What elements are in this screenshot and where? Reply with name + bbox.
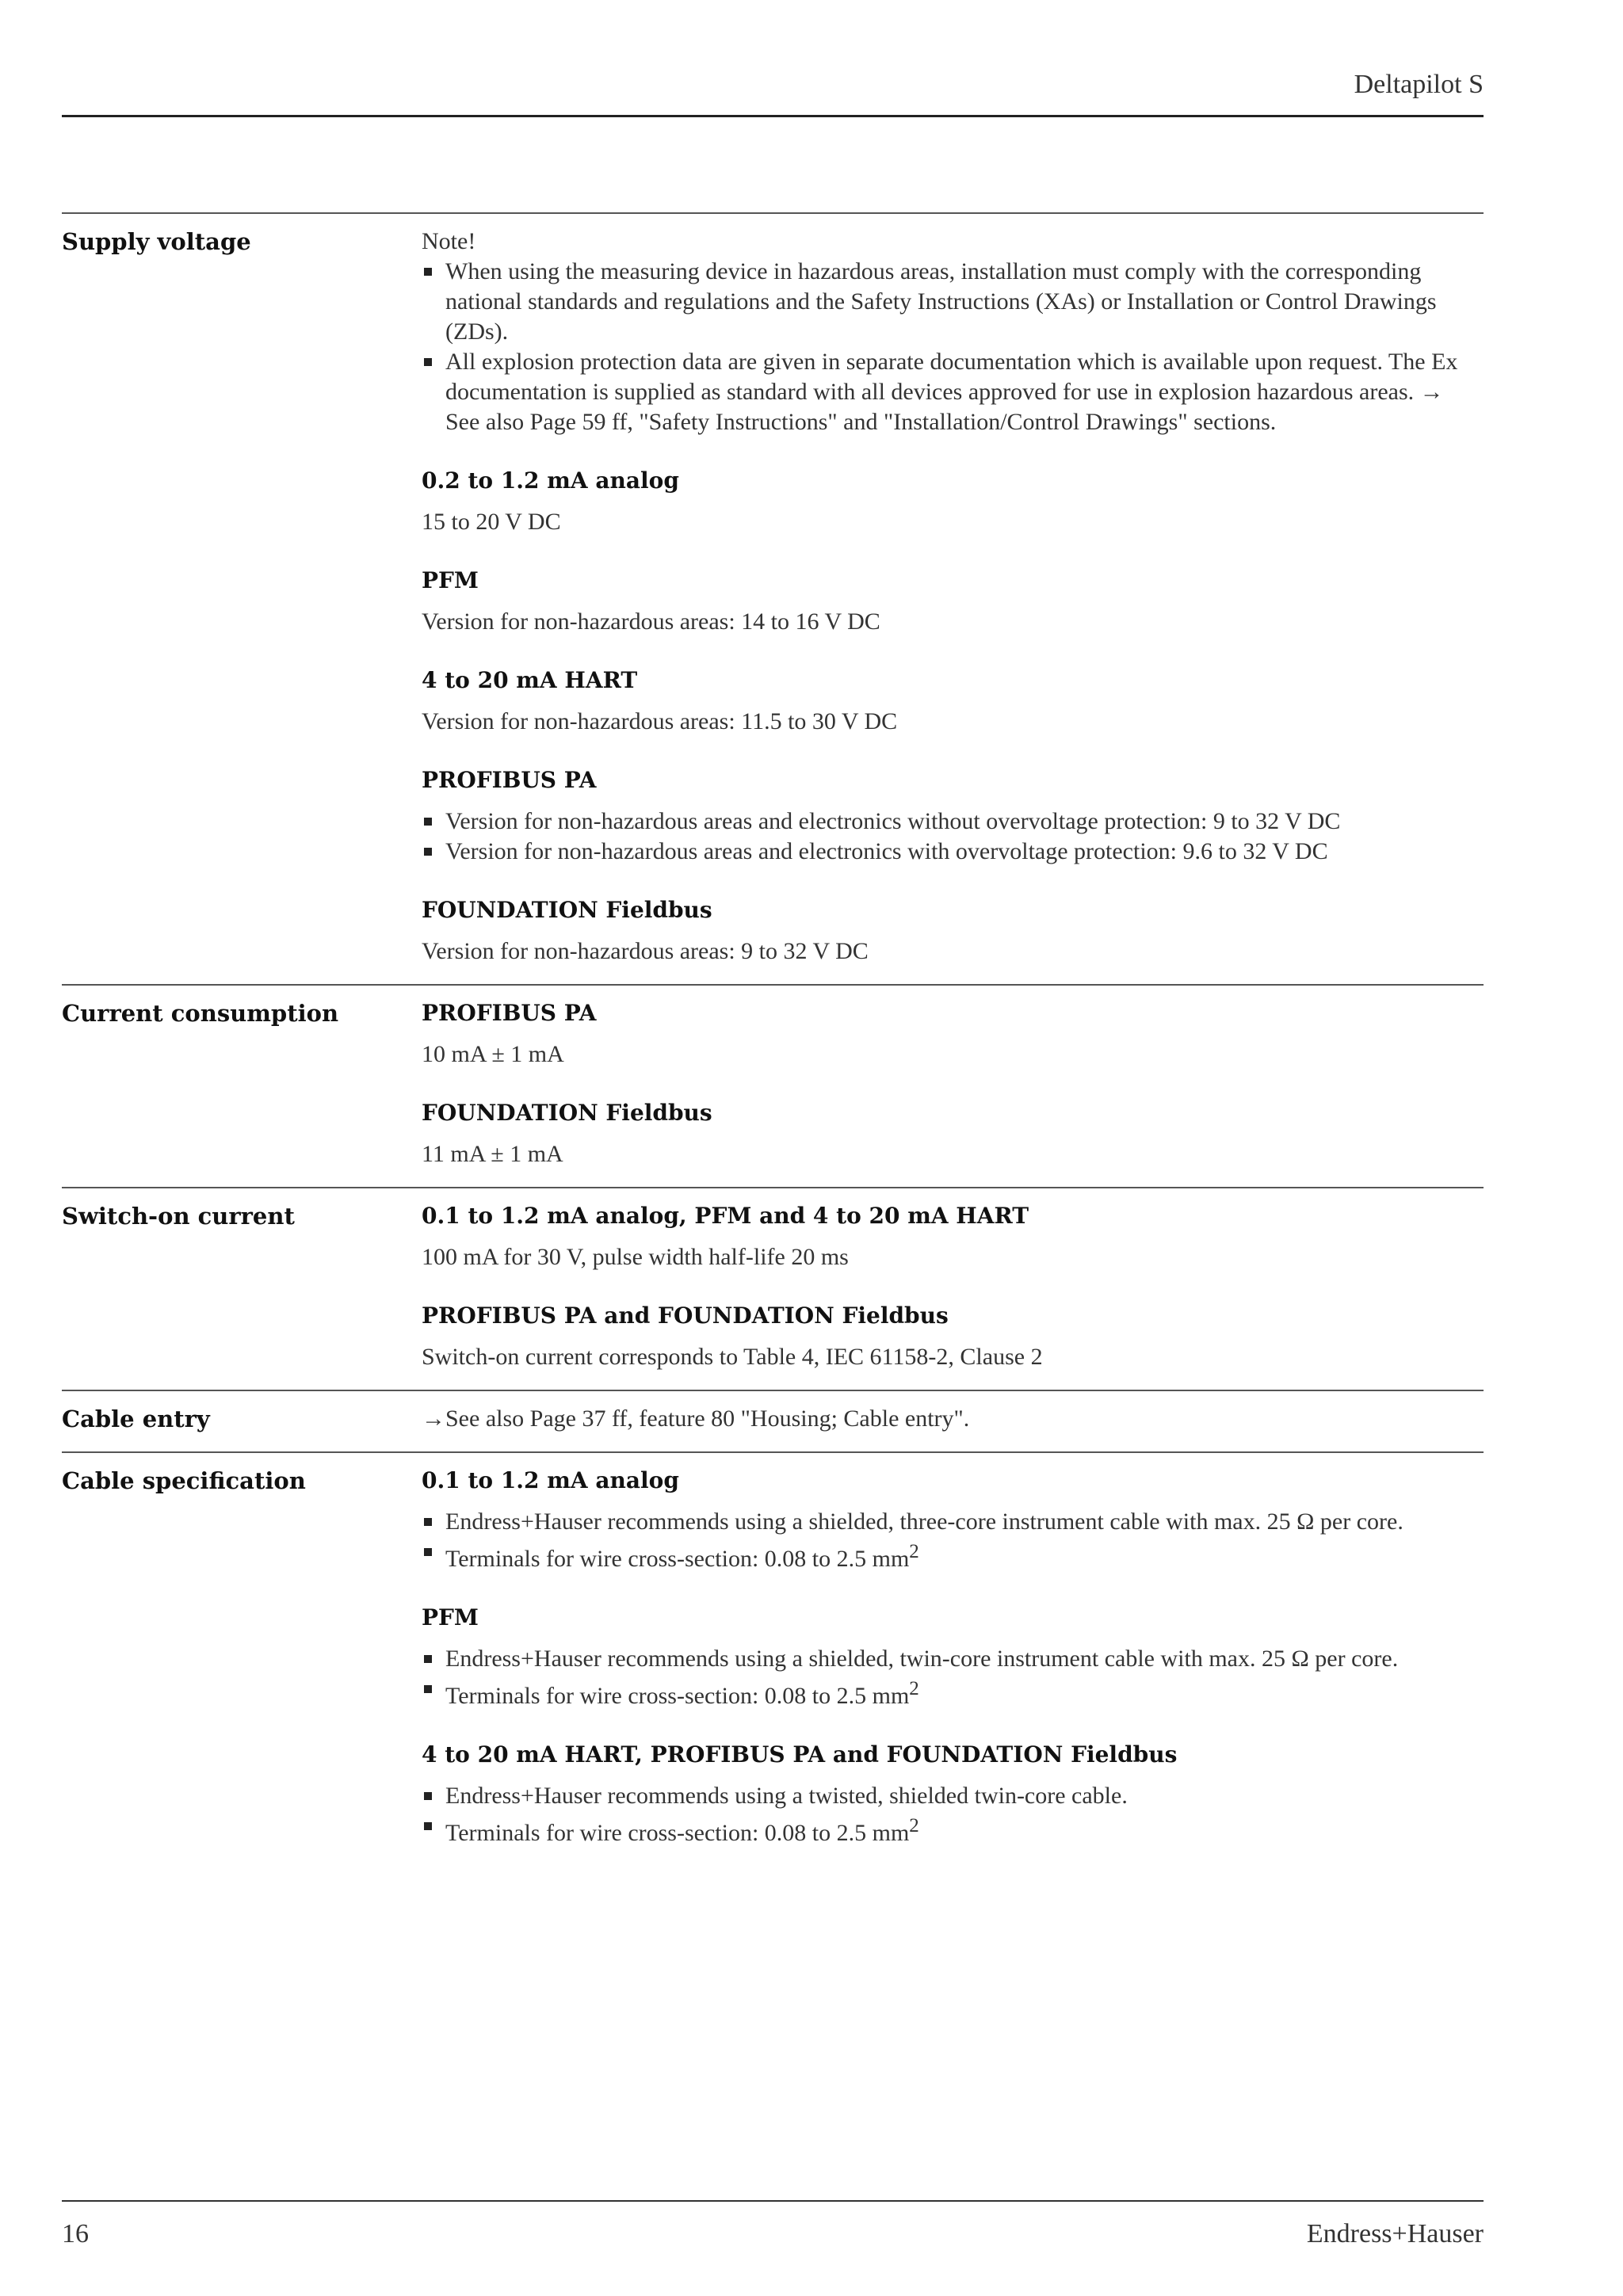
page-number: 16 — [62, 2219, 89, 2248]
note-title: Note! — [422, 228, 476, 254]
list-item — [422, 1537, 1484, 1574]
subheading: 0.2 to 1.2 mA analog — [422, 467, 679, 494]
spec-row-current-consumption — [62, 984, 1484, 1187]
spec-value: →See also Page 37 ff, feature 80 "Housing; Cable entry". — [422, 1405, 970, 1432]
terminal-text: Terminals for wire cross-section: 0.08 to 2.5 mm — [445, 1683, 910, 1709]
note-list — [422, 257, 1484, 437]
spec-content — [422, 1466, 1484, 1848]
list-item: All explosion protection data are given in separate documentation which is available upon request. The Ex documentation is supplied as standard with all devices approved for use in explosion hazardous areas. → See also Page 59 ff, "Safety Instructions" and "Installation/Control Drawings" sections. — [422, 347, 1484, 437]
spec-row-supply-voltage — [62, 212, 1484, 984]
bus-cable-list — [422, 1781, 1484, 1848]
list-item: Version for non-hazardous areas and electronics without overvoltage protection: 9 to 32 V DC — [422, 807, 1484, 837]
spec-label: Supply voltage — [62, 228, 251, 255]
spec-row-cable-specification — [62, 1451, 1484, 1866]
spec-label: Cable entry — [62, 1405, 210, 1432]
spec-label: Current consumption — [62, 1000, 339, 1027]
subheading: 0.1 to 1.2 mA analog — [422, 1467, 679, 1493]
spec-value: 10 mA ± 1 mA — [422, 1041, 564, 1067]
spec-content — [422, 1201, 1484, 1372]
list-item: Endress+Hauser recommends using a shielded, three-core instrument cable with max. 25 Ω per core. — [422, 1507, 1484, 1537]
subheading: PFM — [422, 567, 479, 593]
list-item: Version for non-hazardous areas and electronics with overvoltage protection: 9.6 to 32 V DC — [422, 837, 1484, 867]
spec-content — [422, 1404, 1484, 1434]
pa-list — [422, 807, 1484, 867]
spec-label: Cable specification — [62, 1467, 306, 1494]
spec-value: Version for non-hazardous areas: 14 to 16 V DC — [422, 608, 880, 635]
subheading: 4 to 20 mA HART, PROFIBUS PA and FOUNDATION Fieldbus — [422, 1741, 1178, 1768]
subheading: PROFIBUS PA — [422, 767, 597, 793]
spec-value: Version for non-hazardous areas: 11.5 to 30 V DC — [422, 708, 898, 734]
list-item: When using the measuring device in hazardous areas, installation must comply with the corresponding national standards and regulations and the Safety Instructions (XAs) or Installation or Control Drawings (ZDs). — [422, 257, 1484, 347]
spec-row-cable-entry — [62, 1390, 1484, 1451]
spec-label: Switch-on current — [62, 1203, 295, 1230]
terminal-text: Terminals for wire cross-section: 0.08 to 2.5 mm — [445, 1546, 910, 1572]
subheading: PFM — [422, 1604, 479, 1630]
superscript: 2 — [909, 1541, 919, 1562]
header-rule — [62, 115, 1484, 117]
subheading: 4 to 20 mA HART — [422, 667, 638, 693]
spec-value: Version for non-hazardous areas: 9 to 32 V DC — [422, 938, 869, 964]
superscript: 2 — [909, 1678, 919, 1699]
analog-cable-list — [422, 1507, 1484, 1574]
spec-value: Switch-on current corresponds to Table 4, IEC 61158-2, Clause 2 — [422, 1344, 1043, 1370]
spec-row-switch-on-current — [62, 1187, 1484, 1390]
subheading: FOUNDATION Fieldbus — [422, 897, 712, 923]
footer-rule — [62, 2200, 1484, 2202]
list-item: Endress+Hauser recommends using a twisted, shielded twin-core cable. — [422, 1781, 1484, 1811]
list-item — [422, 1811, 1484, 1848]
superscript: 2 — [909, 1815, 919, 1836]
list-item — [422, 1674, 1484, 1711]
subheading: 0.1 to 1.2 mA analog, PFM and 4 to 20 mA HART — [422, 1203, 1029, 1229]
spec-value: 15 to 20 V DC — [422, 509, 561, 535]
spec-content — [422, 998, 1484, 1169]
spec-table — [62, 212, 1484, 1866]
spec-content — [422, 227, 1484, 967]
spec-value: 11 mA ± 1 mA — [422, 1141, 563, 1167]
subheading: PROFIBUS PA — [422, 1000, 597, 1026]
subheading: PROFIBUS PA and FOUNDATION Fieldbus — [422, 1302, 949, 1329]
terminal-text: Terminals for wire cross-section: 0.08 to 2.5 mm — [445, 1820, 910, 1846]
pfm-cable-list — [422, 1644, 1484, 1711]
subheading: FOUNDATION Fieldbus — [422, 1100, 712, 1126]
spec-value: 100 mA for 30 V, pulse width half-life 20 ms — [422, 1244, 849, 1270]
header-title: Deltapilot S — [1354, 70, 1484, 99]
brand-name: Endress+Hauser — [1306, 2219, 1484, 2248]
list-item: Endress+Hauser recommends using a shielded, twin-core instrument cable with max. 25 Ω per core. — [422, 1644, 1484, 1674]
